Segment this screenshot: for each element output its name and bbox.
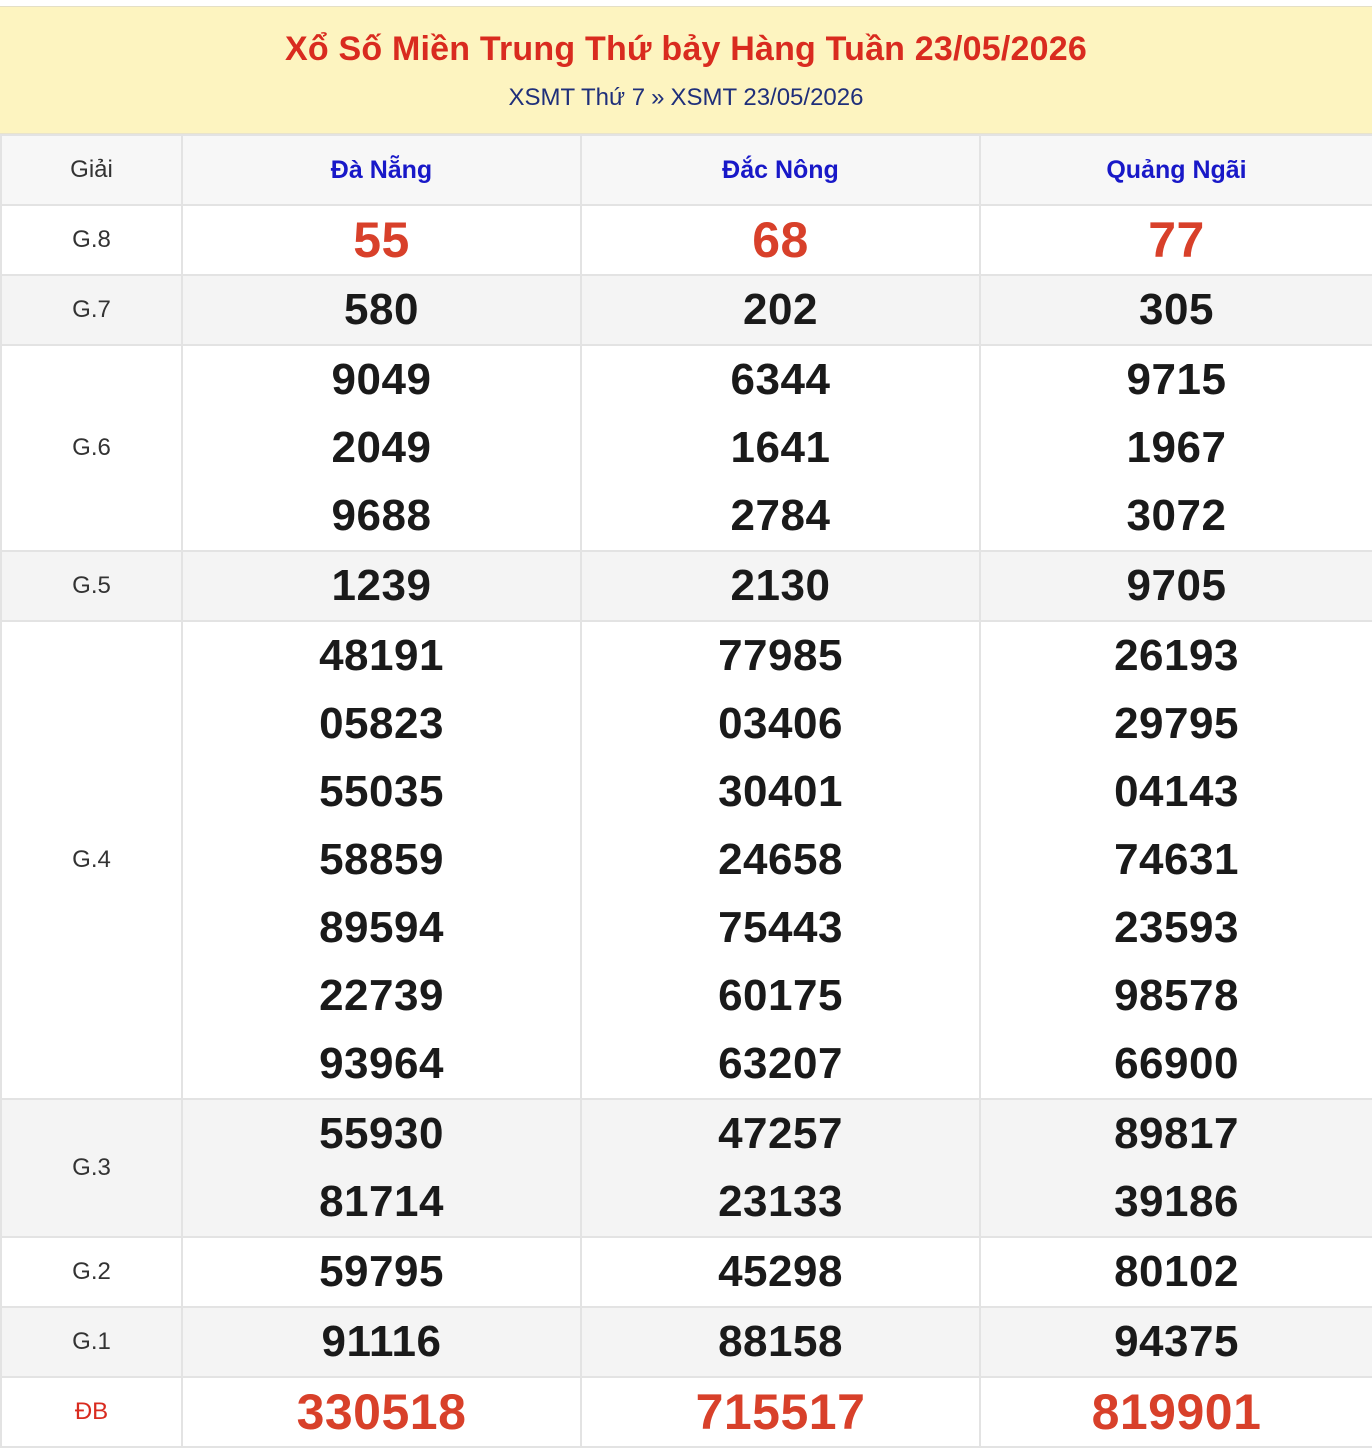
result-cell-da-nang [182, 621, 581, 1099]
prize-label: ĐB [1, 1377, 182, 1447]
winning-number: 55035 [319, 767, 444, 816]
winning-number: 94375 [1114, 1317, 1239, 1366]
result-cell-quang-ngai [980, 345, 1372, 551]
result-cell-da-nang [182, 1237, 581, 1307]
prize-row [1, 275, 1372, 345]
result-cell-da-nang [182, 1377, 581, 1447]
result-cell-da-nang [182, 275, 581, 345]
breadcrumb-separator: » [651, 84, 665, 111]
result-cell-quang-ngai [980, 551, 1372, 621]
winning-number: 26193 [1114, 631, 1239, 680]
result-cell-quang-ngai [980, 275, 1372, 345]
page-title: Xổ Số Miền Trung Thứ bảy Hàng Tuần 23/05/2026 [285, 30, 1087, 68]
result-cell-da-nang [182, 551, 581, 621]
winning-number: 66900 [1114, 1039, 1239, 1088]
result-cell-quang-ngai [980, 621, 1372, 1099]
results-body [1, 205, 1372, 1447]
winning-number: 59795 [319, 1247, 444, 1296]
winning-number: 03406 [718, 699, 843, 748]
result-cell-quang-ngai [980, 1237, 1372, 1307]
prize-label: G.7 [1, 275, 182, 345]
winning-number: 55 [353, 212, 410, 268]
winning-number: 1967 [1126, 423, 1227, 472]
winning-number: 05823 [319, 699, 444, 748]
winning-number: 202 [743, 285, 818, 334]
result-cell-quang-ngai [980, 1099, 1372, 1237]
prize-row [1, 345, 1372, 551]
breadcrumb-link-weekday[interactable]: XSMT Thứ 7 [508, 84, 646, 111]
winning-number: 89817 [1114, 1109, 1239, 1158]
winning-number: 81714 [319, 1177, 444, 1226]
winning-number: 93964 [319, 1039, 444, 1088]
winning-number: 3072 [1126, 491, 1227, 540]
result-cell-dac-nong [581, 621, 980, 1099]
result-cell-da-nang [182, 1307, 581, 1377]
winning-number: 29795 [1114, 699, 1239, 748]
winning-number: 6344 [730, 355, 831, 404]
province-header-dac-nong[interactable]: Đắc Nông [581, 135, 980, 205]
result-cell-dac-nong [581, 1307, 980, 1377]
winning-number: 2049 [331, 423, 432, 472]
winning-number: 39186 [1114, 1177, 1239, 1226]
prize-row [1, 1307, 1372, 1377]
winning-number: 580 [344, 285, 419, 334]
result-cell-quang-ngai [980, 1307, 1372, 1377]
result-cell-da-nang [182, 345, 581, 551]
winning-number: 58859 [319, 835, 444, 884]
winning-number: 1239 [331, 561, 432, 610]
winning-number: 9715 [1126, 355, 1227, 404]
winning-number: 30401 [718, 767, 843, 816]
winning-number: 1641 [730, 423, 831, 472]
prize-label: G.1 [1, 1307, 182, 1377]
prize-label: G.3 [1, 1099, 182, 1237]
prize-label: G.2 [1, 1237, 182, 1307]
results-table [0, 134, 1372, 1448]
winning-number: 9705 [1126, 561, 1227, 610]
winning-number: 98578 [1114, 971, 1239, 1020]
winning-number: 24658 [718, 835, 843, 884]
result-cell-dac-nong [581, 551, 980, 621]
winning-number: 77985 [718, 631, 843, 680]
province-header-da-nang[interactable]: Đà Nẵng [182, 135, 581, 205]
result-cell-quang-ngai [980, 1377, 1372, 1447]
winning-number: 23593 [1114, 903, 1239, 952]
result-cell-dac-nong [581, 1099, 980, 1237]
prize-row [1, 205, 1372, 275]
winning-number: 80102 [1114, 1247, 1239, 1296]
prize-label: G.8 [1, 205, 182, 275]
winning-number: 55930 [319, 1109, 444, 1158]
winning-number: 330518 [296, 1384, 467, 1440]
winning-number: 2130 [730, 561, 831, 610]
prize-row [1, 1237, 1372, 1307]
result-cell-da-nang [182, 205, 581, 275]
winning-number: 22739 [319, 971, 444, 1020]
winning-number: 74631 [1114, 835, 1239, 884]
breadcrumb-link-date[interactable]: XSMT 23/05/2026 [670, 84, 864, 111]
winning-number: 715517 [695, 1384, 866, 1440]
winning-number: 60175 [718, 971, 843, 1020]
result-cell-da-nang [182, 1099, 581, 1237]
prize-column-header: Giải [1, 135, 182, 205]
winning-number: 45298 [718, 1247, 843, 1296]
winning-number: 819901 [1091, 1384, 1262, 1440]
prize-row [1, 551, 1372, 621]
breadcrumb [0, 84, 1372, 112]
results-header [0, 6, 1372, 134]
winning-number: 91116 [321, 1317, 442, 1366]
winning-number: 89594 [319, 903, 444, 952]
winning-number: 63207 [718, 1039, 843, 1088]
result-cell-dac-nong [581, 205, 980, 275]
winning-number: 04143 [1114, 767, 1239, 816]
result-cell-dac-nong [581, 275, 980, 345]
result-cell-dac-nong [581, 1237, 980, 1307]
prize-label: G.4 [1, 621, 182, 1099]
winning-number: 68 [752, 212, 809, 268]
province-header-quang-ngai[interactable]: Quảng Ngãi [980, 135, 1372, 205]
winning-number: 75443 [718, 903, 843, 952]
winning-number: 23133 [718, 1177, 843, 1226]
winning-number: 48191 [319, 631, 444, 680]
winning-number: 9049 [331, 355, 432, 404]
winning-number: 2784 [730, 491, 831, 540]
winning-number: 88158 [718, 1317, 843, 1366]
prize-row [1, 621, 1372, 1099]
result-cell-dac-nong [581, 345, 980, 551]
prize-row [1, 1099, 1372, 1237]
winning-number: 305 [1139, 285, 1214, 334]
prize-label: G.5 [1, 551, 182, 621]
prize-label: G.6 [1, 345, 182, 551]
result-cell-quang-ngai [980, 205, 1372, 275]
winning-number: 9688 [331, 491, 432, 540]
prize-row [1, 1377, 1372, 1447]
winning-number: 77 [1148, 212, 1205, 268]
winning-number: 47257 [718, 1109, 843, 1158]
result-cell-dac-nong [581, 1377, 980, 1447]
